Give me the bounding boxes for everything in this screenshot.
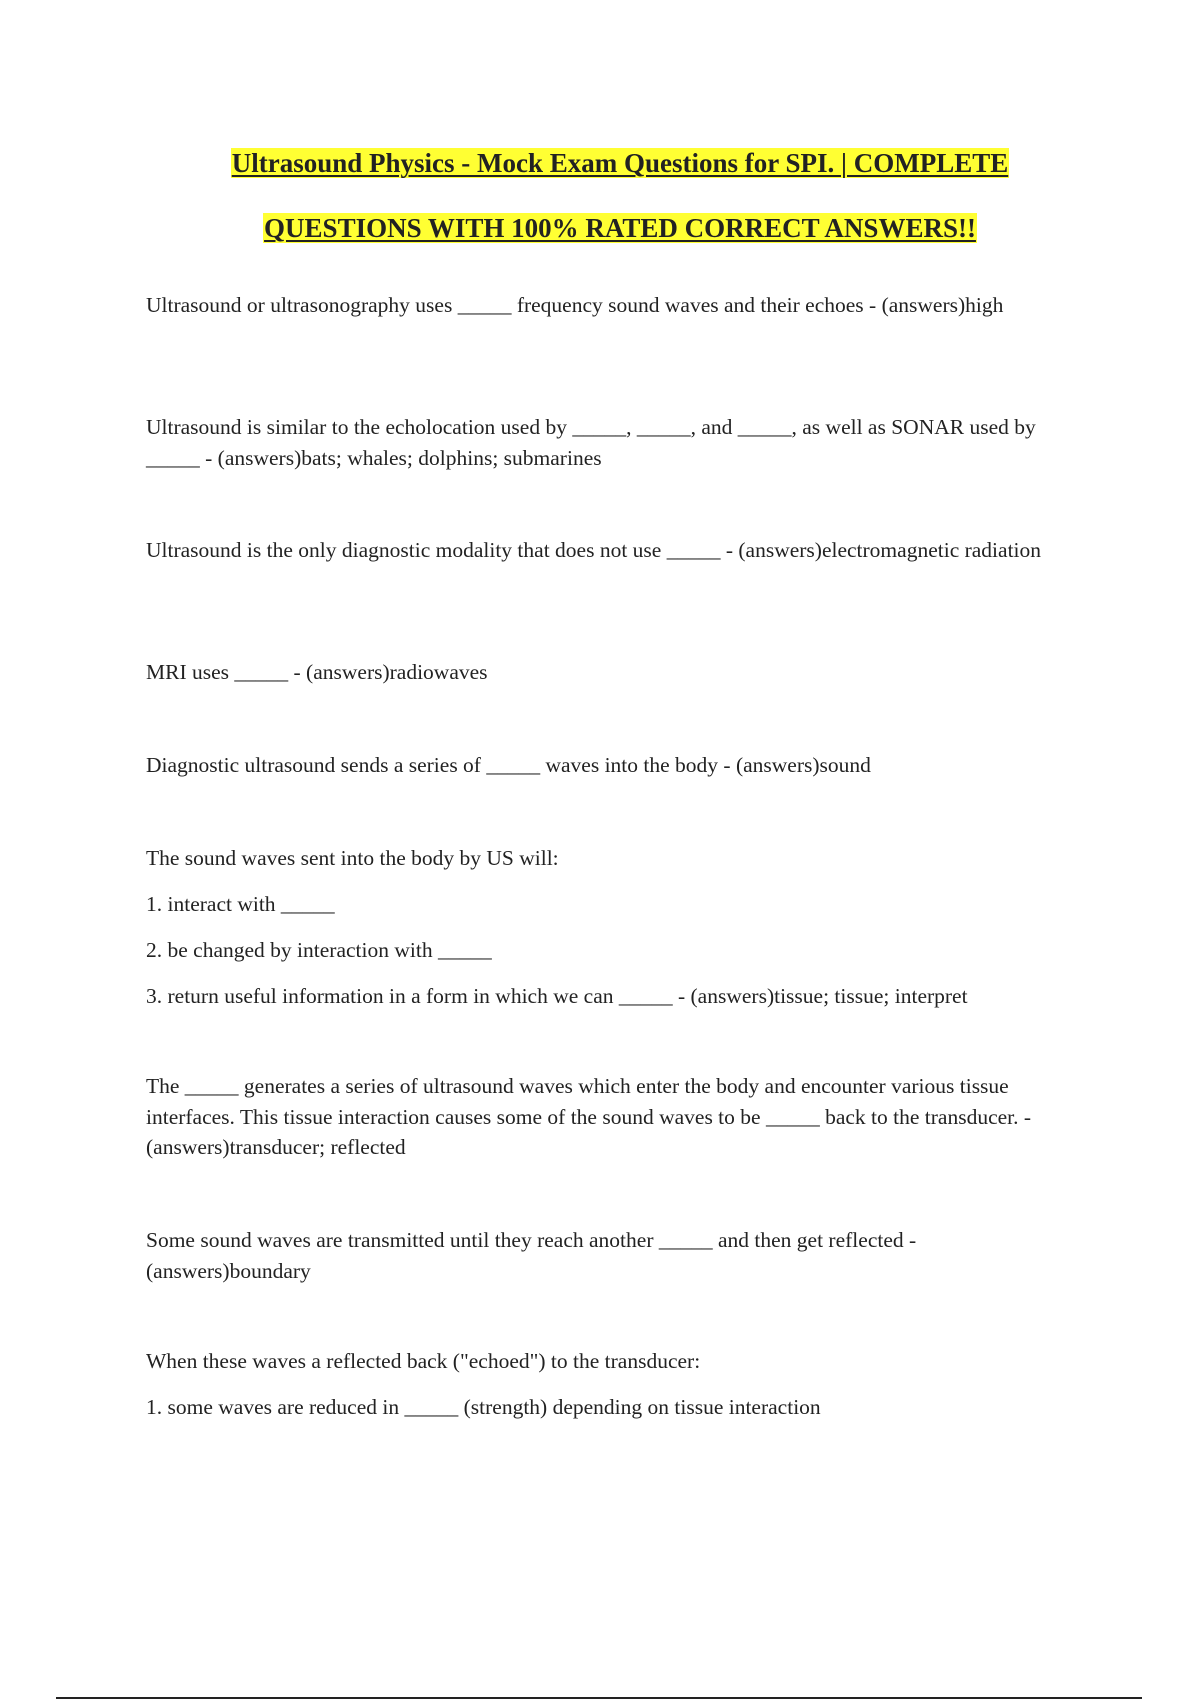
question-text: When these waves a reflected back ("echoed") to the transducer: <box>146 1349 701 1373</box>
question-block-9 <box>146 1346 821 1438</box>
question-list-item: 2. be changed by interaction with _____ <box>146 938 492 962</box>
question-text: Ultrasound is similar to the echolocation used by _____, _____, and _____, as well as SONAR used by _____ - (answers)bats; whales; dolphins; submarines <box>146 415 1036 470</box>
question-list-item: 3. return useful information in a form in which we can _____ - (answers)tissue; tissue; interpret <box>146 984 968 1008</box>
question-text: MRI uses _____ - (answers)radiowaves <box>146 660 488 684</box>
question-block-3 <box>146 535 1041 566</box>
page-bottom-rule <box>56 1697 1142 1699</box>
question-text: The sound waves sent into the body by US will: <box>146 846 559 870</box>
question-block-8 <box>146 1225 1081 1286</box>
question-block-1 <box>146 290 1003 321</box>
question-block-5 <box>146 750 871 781</box>
question-text: Diagnostic ultrasound sends a series of _____ waves into the body - (answers)sound <box>146 753 871 777</box>
question-block-4 <box>146 657 488 688</box>
question-list-item: 1. interact with _____ <box>146 892 335 916</box>
title-line-2 <box>0 212 1200 244</box>
question-text: Some sound waves are transmitted until they reach another _____ and then get reflected - (answers)boundary <box>146 1228 917 1283</box>
question-text: Ultrasound or ultrasonography uses _____ frequency sound waves and their echoes - (answers)high <box>146 293 1004 317</box>
question-text: Ultrasound is the only diagnostic modality that does not use _____ - (answers)electromagnetic radiation <box>146 538 1042 562</box>
question-block-7 <box>146 1071 1081 1163</box>
title-line-1 <box>0 147 1200 179</box>
title-text-1: Ultrasound Physics - Mock Exam Questions for SPI. | COMPLETE <box>231 148 1009 178</box>
question-list-item: 1. some waves are reduced in _____ (strength) depending on tissue interaction <box>146 1395 821 1419</box>
title-text-2: QUESTIONS WITH 100% RATED CORRECT ANSWERS!! <box>264 213 976 243</box>
question-text: The _____ generates a series of ultrasound waves which enter the body and encounter various tissue interfaces. This tissue interaction causes some of the sound waves to be _____ back to the transducer. - (answers)transducer; reflected <box>146 1074 1032 1159</box>
question-block-6 <box>146 843 968 1027</box>
question-block-2 <box>146 412 1081 473</box>
